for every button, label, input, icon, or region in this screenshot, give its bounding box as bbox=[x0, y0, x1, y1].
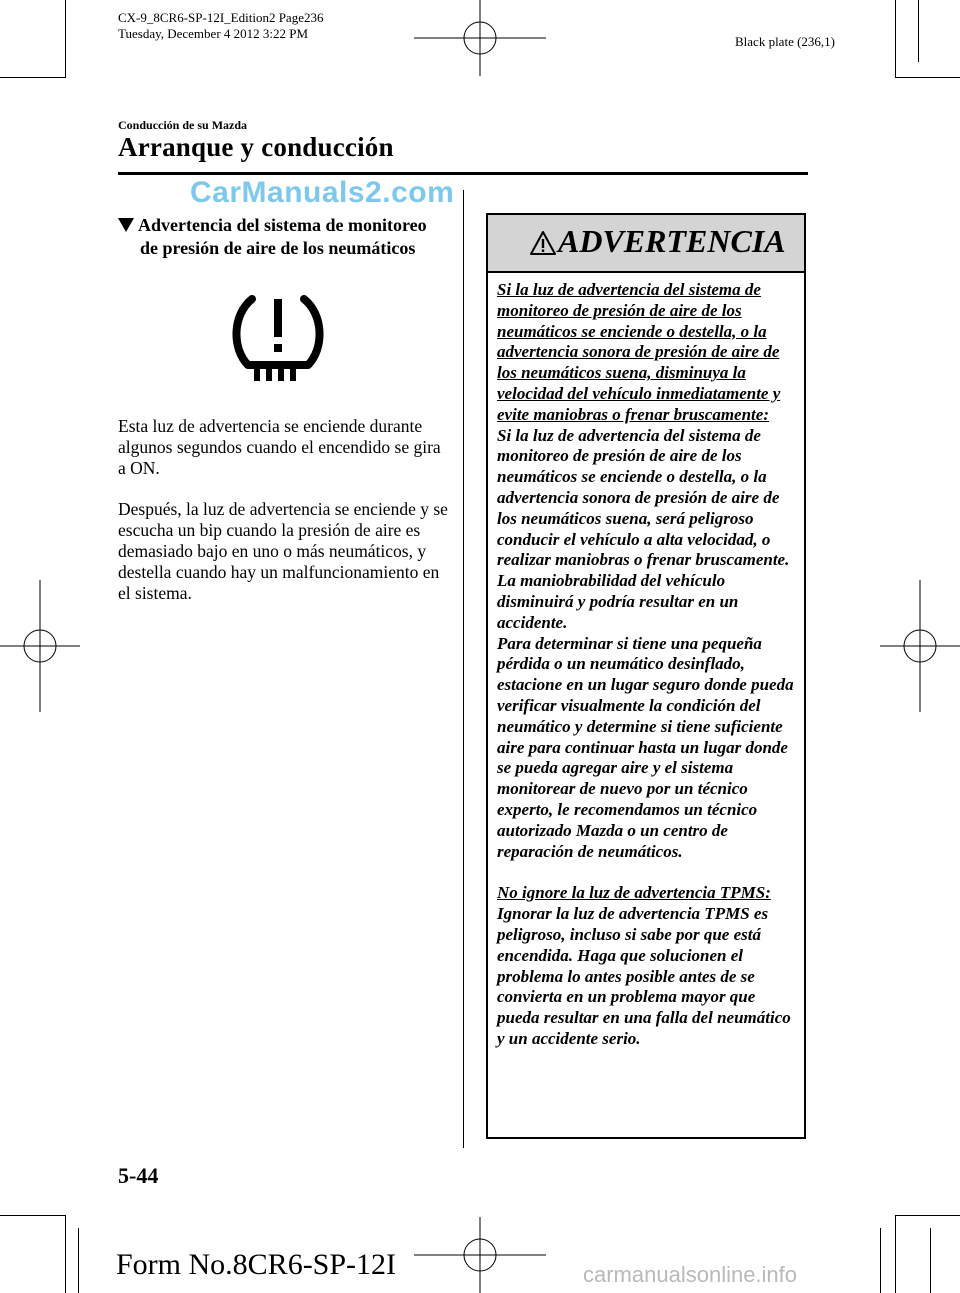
warning-paragraph-2: Para determinar si tiene una pequeña pérdida o un neumático desinflado, estacione en un lugar seguro donde pueda verificar visualmente la condición del neumático y determine si tiene suficiente aire para continuar hasta un lugar donde se pueda agregar aire y el sistema monitorear de nuevo por un técnico experto, le recomendamos un técnico autorizado Mazda o un centro de reparación de neumáticos. bbox=[497, 633, 794, 861]
form-number: Form No.8CR6-SP-12I bbox=[116, 1248, 397, 1281]
warning-triangle-icon bbox=[529, 230, 557, 256]
registration-mark-bottom bbox=[414, 1217, 546, 1293]
tpms-warning-icon bbox=[230, 293, 326, 383]
section-label: Conducción de su Mazda bbox=[118, 118, 248, 132]
print-header-file: CX-9_8CR6-SP-12I_Edition2 Page236 bbox=[118, 10, 324, 25]
paragraph-1: Esta luz de advertencia se enciende durante algunos segundos cuando el encendido se gira a ON. bbox=[118, 416, 441, 478]
subsection-heading bbox=[118, 214, 453, 260]
page-number: 5-44 bbox=[118, 1163, 159, 1188]
warning-title: ADVERTENCIA bbox=[558, 223, 786, 259]
warning-box bbox=[486, 213, 806, 1139]
warning-underlined-2: No ignore la luz de advertencia TPMS: bbox=[497, 883, 771, 903]
column-divider bbox=[463, 190, 464, 1148]
warning-paragraph-3: Ignorar la luz de advertencia TPMS es peligroso, incluso si sabe por que está encendida. Haga que solucionen el problema lo antes posible antes de se convierta en un problema mayor que pueda resultar en una falla del neumático y un accidente serio. bbox=[497, 904, 791, 1048]
warning-paragraph-1: Si la luz de advertencia del sistema de monitoreo de presión de aire de los neumáticos se enciende o destella, o la advertencia sonora de presión de aire de los neumáticos suena, será peligroso conducir el vehículo a alta velocidad, o realizar maniobras o frenar bruscamente. La maniobrabilidad del vehículo disminuirá y podría resultar en un accidente. bbox=[497, 425, 790, 632]
subsection-heading-line2: de presión de aire de los neumáticos bbox=[140, 238, 416, 258]
paragraph-2: Después, la luz de advertencia se enciende y se escucha un bip cuando la presión de aire es demasiado bajo en uno o más neumáticos, y destella cuando hay un malfuncionamiento en el sistema. bbox=[118, 499, 448, 603]
plate-label: Black plate (236,1) bbox=[735, 34, 835, 49]
watermark: CarManuals2.com bbox=[190, 176, 455, 209]
site-watermark: carmanualsonline.info bbox=[583, 1262, 798, 1287]
print-header-date: Tuesday, December 4 2012 3:22 PM bbox=[118, 26, 309, 41]
warning-header bbox=[488, 215, 804, 273]
warning-body bbox=[497, 280, 802, 1050]
chapter-title: Arranque y conducción bbox=[118, 132, 394, 162]
registration-mark-left bbox=[0, 580, 80, 712]
registration-mark-right bbox=[880, 580, 960, 712]
warning-underlined-1: Si la luz de advertencia del sistema de monitoreo de presión de aire de los neumáticos se enciende o destella, o la advertencia sonora de presión de aire de los neumáticos suena, disminuya la velocidad del vehículo inmediatamente y evite maniobras o frenar bruscamente: bbox=[497, 280, 781, 424]
subsection-heading-line1: Advertencia del sistema de monitoreo bbox=[138, 215, 427, 235]
registration-mark-top bbox=[414, 0, 546, 76]
print-header bbox=[118, 10, 323, 42]
triangle-bullet-icon bbox=[118, 218, 134, 232]
title-rule bbox=[118, 172, 808, 175]
